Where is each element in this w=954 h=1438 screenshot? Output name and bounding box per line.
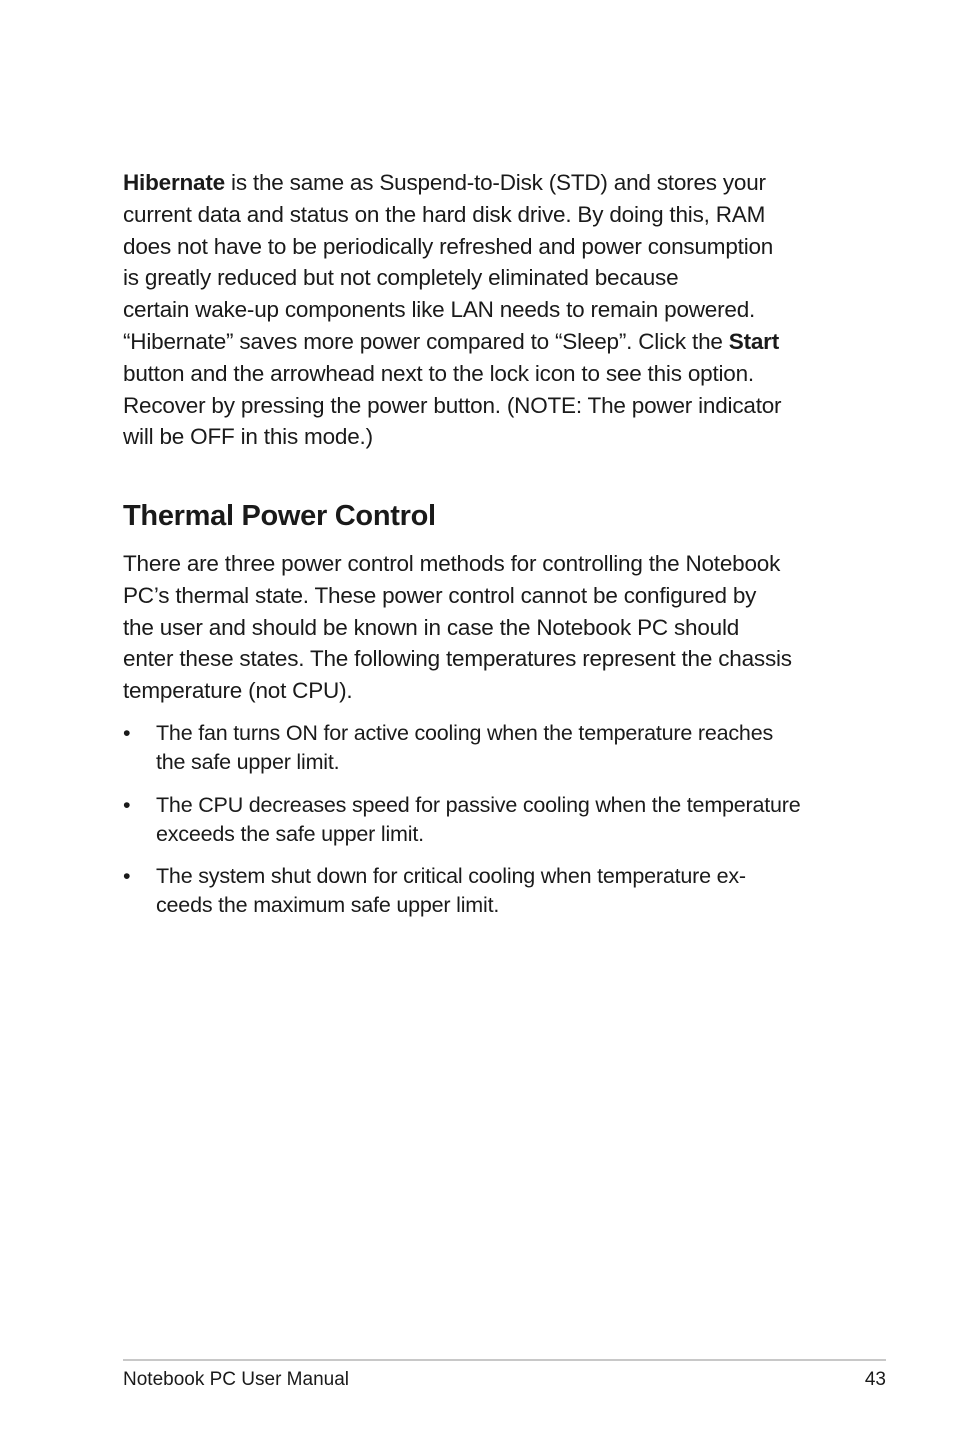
list-item-text (156, 862, 846, 920)
list-item-line-2: exceeds the safe upper limit. (156, 822, 424, 846)
footer-title: Notebook PC User Manual (123, 1369, 349, 1390)
hibernate-term: Hibernate (123, 170, 225, 195)
start-button-reference: Start (728, 328, 780, 354)
list-item-line-1: The CPU decreases speed for passive cooling when the temperature (156, 793, 801, 817)
hibernate-line-2: current data and status on the hard disk drive. By doing this, RAM (123, 201, 766, 227)
list-item-text (156, 719, 846, 777)
hibernate-line-5: certain wake-up components like LAN needs to remain powered. (123, 297, 756, 323)
bullet-icon: • (123, 864, 131, 888)
list-item-line-2: ceeds the maximum safe upper limit. (156, 893, 500, 917)
section-heading: Thermal Power Control (123, 500, 436, 532)
bullet-icon: • (123, 793, 131, 817)
bullet-icon: • (123, 721, 131, 745)
hibernate-line-1 (123, 167, 843, 199)
intro-line-2: PC’s thermal state. These power control cannot be configured by (123, 582, 757, 608)
hibernate-line-1-rest: is the same as Suspend-to-Disk (STD) and stores your (224, 170, 766, 195)
list-item-text (156, 791, 846, 849)
hibernate-line-7: button and the arrowhead next to the lock icon to see this option. (123, 360, 754, 386)
thermal-intro-paragraph (123, 548, 843, 707)
page-number: 43 (864, 1369, 886, 1390)
intro-line-4: enter these states. The following temperatures represent the chassis (123, 646, 792, 672)
intro-line-3: the user and should be known in case the Notebook PC should (123, 614, 740, 640)
list-item-line-1: The fan turns ON for active cooling when the temperature reaches (156, 721, 773, 745)
intro-line-5: temperature (not CPU). (123, 678, 353, 704)
intro-line-1: There are three power control methods for controlling the Notebook (123, 551, 781, 576)
footer-divider (123, 1359, 886, 1361)
hibernate-line-9: will be OFF in this mode.) (123, 424, 373, 450)
hibernate-paragraph (123, 167, 843, 453)
list-item-line-1: The system shut down for critical cooling when temperature ex- (156, 864, 746, 888)
hibernate-line-6-text: “Hibernate” saves more power compared to “Sleep”. Click the (123, 328, 729, 354)
hibernate-line-6 (123, 326, 843, 358)
hibernate-line-8: Recover by pressing the power button. (NOTE: The power indicator (123, 392, 782, 418)
hibernate-line-3: does not have to be periodically refreshed and power consumption (123, 233, 774, 259)
hibernate-line-4: is greatly reduced but not completely eliminated because (123, 265, 679, 291)
list-item-line-2: the safe upper limit. (156, 750, 340, 774)
